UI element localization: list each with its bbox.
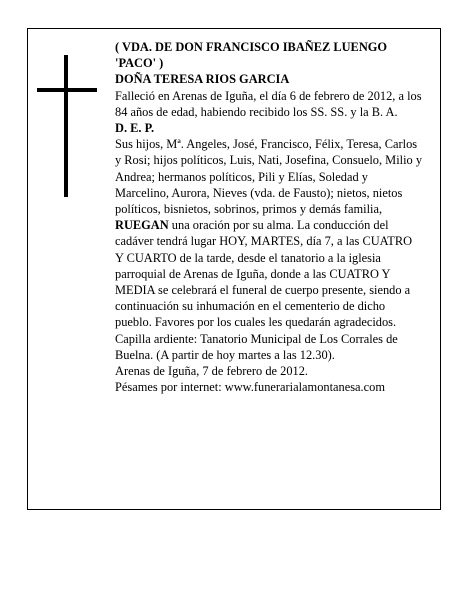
ruegan-text: una oración por su alma. La conducción del cadáver tendrá lugar HOY, MARTES, día 7, a las CUATRO Y CUARTO de la tarde, desde el tanatorio a la iglesia parroquial de Arenas de Iguña, donde a las CUATRO Y MEDIA se celebrará el funeral de cuerpo presente, siendo a continuación su inhumación en el cementerio de dicho pueblo. Favores por los cuales les quedarán agradecidos. Capilla ardiente: Tanatorio Municipal de Los Corrales de Buelna. (A partir de hoy martes a las 12.30). xyxy=(115,218,413,362)
ruegan-label: RUEGAN xyxy=(115,218,169,233)
ruegan-paragraph xyxy=(115,217,423,363)
condolences-line: Pésames por internet: www.funerarialamontanesa.com xyxy=(115,380,385,395)
place-date: Arenas de Iguña, 7 de febrero de 2012. xyxy=(115,364,309,379)
deceased-name: DOÑA TERESA RIOS GARCIA xyxy=(115,72,290,87)
dep-line: D. E. P. xyxy=(115,121,155,136)
widow-of-line: ( VDA. DE DON FRANCISCO IBAÑEZ LUENGO 'PACO' ) xyxy=(115,40,388,71)
obituary-text xyxy=(115,39,423,395)
family-list: Sus hijos, Mª. Angeles, José, Francisco, Félix, Teresa, Carlos y Rosi; hijos políticos, Luis, Nati, Josefina, Consuelo, Milio y Andrea; hermanos políticos, Pili y Elías, Soledad y Marcelino, Aurora, Nieves (vda. de Fausto); nietos, nietos políticos, bisnietos, sobrinos, primos y demás familia, xyxy=(115,137,423,217)
death-announcement: Falleció en Arenas de Iguña, el día 6 de febrero de 2012, a los 84 años de edad, habiendo recibido los SS. SS. y la B. A. xyxy=(115,88,422,119)
cross-icon xyxy=(37,55,97,197)
